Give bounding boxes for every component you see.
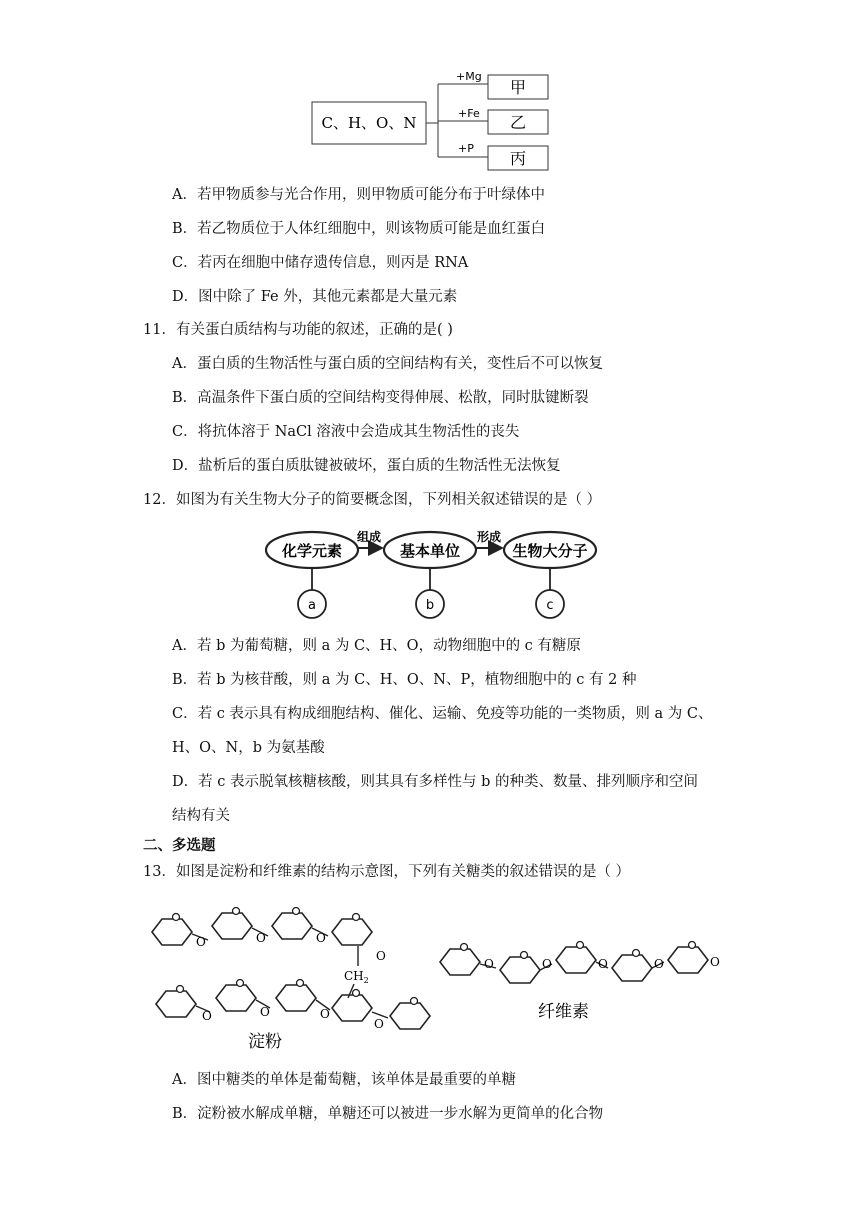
product-yi: 乙 bbox=[509, 113, 527, 132]
glycosidic-oxygen: O bbox=[256, 931, 266, 945]
node-basic-unit: 基本单位 bbox=[399, 542, 461, 560]
glycosidic-oxygen: O bbox=[196, 935, 206, 949]
arrow-label-compose: 组成 bbox=[356, 530, 382, 544]
source-elements: C、H、O、N bbox=[321, 114, 417, 132]
glycosidic-oxygen: O bbox=[654, 957, 664, 971]
q11-option-b: B．高温条件下蛋白质的空间结构变得伸展、松散，同时肽键断裂 bbox=[172, 390, 589, 406]
q12-option-c-cont: H、O、N，b 为氨基酸 bbox=[172, 740, 325, 756]
q11-stem: 11．有关蛋白质结构与功能的叙述，正确的是( ) bbox=[143, 322, 453, 338]
starch-label: 淀粉 bbox=[248, 1032, 282, 1052]
glycosidic-oxygen: O bbox=[710, 955, 720, 969]
glycosidic-oxygen: O bbox=[484, 957, 494, 971]
q12-stem: 12．如图为有关生物大分子的简要概念图，下列相关叙述错误的是（ ） bbox=[143, 492, 602, 508]
product-jia: 甲 bbox=[509, 78, 527, 97]
q11-option-c: C．将抗体溶于 NaCl 溶液中会造成其生物活性的丧失 bbox=[172, 424, 520, 440]
section-title-multiple-choice: 二、多选题 bbox=[143, 838, 216, 854]
branch-label-mg: +Mg bbox=[456, 70, 482, 83]
glycosidic-oxygen: O bbox=[202, 1009, 212, 1023]
glycosidic-oxygen: O bbox=[376, 949, 386, 963]
q13-option-b: B．淀粉被水解成单糖，单糖还可以被进一步水解为更简单的化合物 bbox=[172, 1106, 604, 1122]
node-macromolecule: 生物大分子 bbox=[512, 542, 588, 560]
q13-option-a: A．图中糖类的单体是葡萄糖，该单体是最重要的单糖 bbox=[172, 1072, 516, 1088]
q12-option-d: D．若 c 表示脱氧核糖核酸，则其具有多样性与 b 的种类、数量、排列顺序和空间 bbox=[172, 774, 698, 790]
arrow-label-form: 形成 bbox=[476, 530, 502, 544]
glycosidic-oxygen: O bbox=[598, 957, 608, 971]
cellulose-label: 纤维素 bbox=[538, 1002, 589, 1022]
q10-option-d: D．图中除了 Fe 外，其他元素都是大量元素 bbox=[172, 289, 458, 305]
glycosidic-oxygen: O bbox=[320, 1007, 330, 1021]
branch-label-fe: +Fe bbox=[458, 107, 480, 120]
glycosidic-oxygen: O bbox=[260, 1005, 270, 1019]
ch2-label: $CH_2$ bbox=[344, 969, 369, 985]
q12-option-b: B．若 b 为核苷酸，则 a 为 C、H、O、N、P，植物细胞中的 c 有 2 种 bbox=[172, 672, 637, 688]
q10-option-a: A．若甲物质参与光合作用，则甲物质可能分布于叶绿体中 bbox=[172, 187, 545, 203]
node-chemical-elements: 化学元素 bbox=[281, 542, 343, 560]
q10-option-b: B．若乙物质位于人体红细胞中，则该物质可能是血红蛋白 bbox=[172, 221, 546, 237]
branch-label-p: +P bbox=[458, 142, 474, 155]
glycosidic-oxygen: O bbox=[374, 1017, 384, 1031]
q11-option-d: D．盐析后的蛋白质肽键被破坏，蛋白质的生物活性无法恢复 bbox=[172, 458, 561, 474]
element-composition-diagram bbox=[300, 66, 560, 176]
q13-stem: 13．如图是淀粉和纤维素的结构示意图，下列有关糖类的叙述错误的是（ ） bbox=[143, 864, 631, 880]
q12-option-c: C．若 c 表示具有构成细胞结构、催化、运输、免疫等功能的一类物质，则 a 为 C、 bbox=[172, 706, 713, 722]
q10-option-c: C．若丙在细胞中储存遗传信息，则丙是 RNA bbox=[172, 255, 469, 271]
q12-option-d-cont: 结构有关 bbox=[172, 808, 230, 824]
product-bing: 丙 bbox=[509, 149, 527, 168]
glycosidic-oxygen: O bbox=[542, 957, 552, 971]
starch-cellulose-structure bbox=[148, 900, 748, 1060]
sub-a: a bbox=[308, 598, 316, 613]
sub-b: b bbox=[425, 598, 435, 613]
macromolecule-concept-diagram bbox=[260, 522, 600, 626]
sub-c: c bbox=[546, 598, 554, 613]
q12-option-a: A．若 b 为葡萄糖，则 a 为 C、H、O，动物细胞中的 c 有糖原 bbox=[172, 638, 581, 654]
glycosidic-oxygen: O bbox=[316, 931, 326, 945]
q11-option-a: A．蛋白质的生物活性与蛋白质的空间结构有关，变性后不可以恢复 bbox=[172, 356, 603, 372]
